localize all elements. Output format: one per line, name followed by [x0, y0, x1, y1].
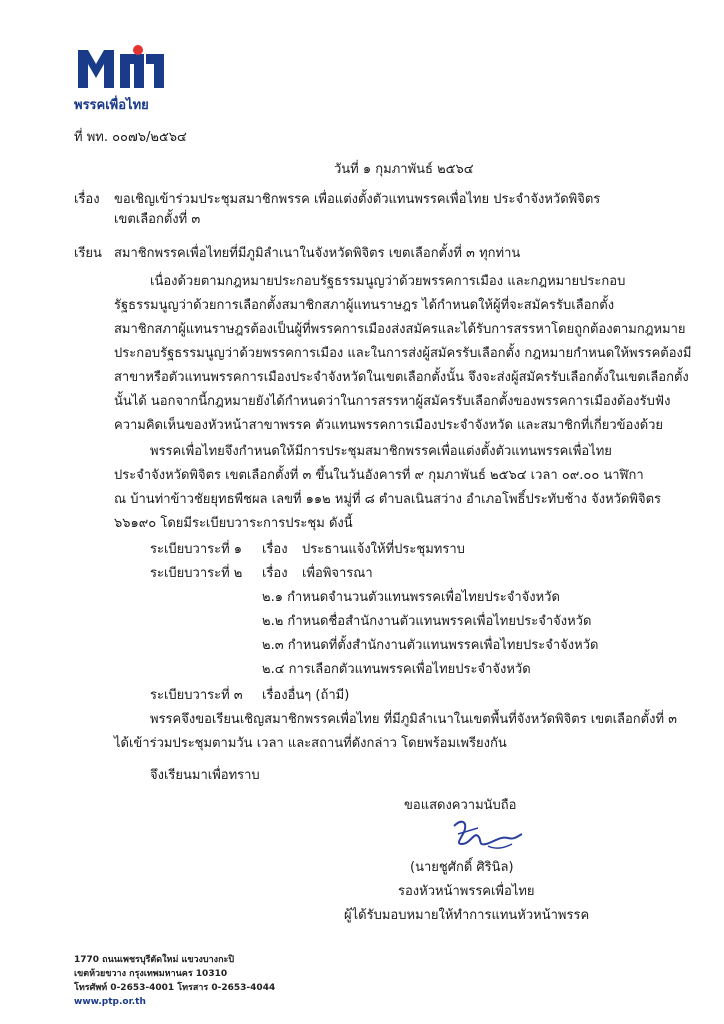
footer-address: 1770 ถนนเพชรบุรีตัดใหม่ แขวงบางกะปิ: [74, 955, 235, 965]
party-name-logo-text: พรรคเพื่อไทย: [74, 98, 149, 113]
signer-name: (นายชูศักดิ์ ศิรินิล): [410, 860, 514, 875]
para2-line: พรรคเพื่อไทยจึงกำหนดให้มีการประชุมสมาชิกพรรคเพื่อแต่งตั้งตัวแทนพรรคเพื่อไทย: [150, 444, 612, 459]
footer-phone: โทรศัพท์ 0-2653-4001 โทรสาร 0-2653-4044: [74, 983, 276, 993]
agenda-sub-item: ๒.๑ กำหนดจำนวนตัวแทนพรรคเพื่อไทยประจำจังหวัด: [262, 590, 560, 605]
para1-line: ความคิดเห็นของหัวหน้าสาขาพรรค ตัวแทนพรรคการเมืองประจำจังหวัด และสมาชิกที่เกี่ยวข้องด้วย: [114, 418, 664, 433]
subject-label: เรื่อง: [74, 192, 100, 207]
agenda-sub-item: ๒.๓ กำหนดที่ตั้งสำนักงานตัวแทนพรรคเพื่อไทยประจำจังหวัด: [262, 638, 599, 653]
agenda-label: เรื่อง: [262, 566, 288, 581]
para1-line: ประกอบรัฐธรรมนูญว่าด้วยพรรคการเมือง และในการส่งผู้สมัครรับเลือกตั้ง กฎหมายกำหนดให้พรรคต้องมี: [114, 346, 692, 361]
agenda-title: เรื่องอื่นๆ (ถ้ามี): [262, 688, 350, 703]
signer-title: ผู้ได้รับมอบหมายให้ทำการแทนหัวหน้าพรรค: [344, 908, 590, 923]
para3-line: พรรคจึงขอเรียนเชิญสมาชิกพรรคเพื่อไทย ที่มีภูมิลำเนาในเขตพื้นที่จังหวัดพิจิตร เขตเลือกตั้งที่ ๓: [150, 712, 678, 727]
closing-line: จึงเรียนมาเพื่อทราบ: [150, 768, 260, 783]
agenda-number: ระเบียบวาระที่ ๓: [150, 688, 243, 703]
subject-line-2: เขตเลือกตั้งที่ ๓: [114, 212, 201, 227]
document-number: ที่ พท. ๐๐๗๖/๒๕๖๔: [74, 130, 187, 145]
para1-line: นั้นได้ นอกจากนี้กฎหมายยังได้กำหนดว่าในการสรรหาผู้สมัครรับเลือกตั้งของพรรคการเมืองต้องรับฟัง: [114, 394, 671, 409]
para3-line: ได้เข้าร่วมประชุมตามวัน เวลา และสถานที่ดังกล่าว โดยพร้อมเพรียงกัน: [114, 736, 507, 751]
para2-line: ๖๖๑๙๐ โดยมีระเบียบวาระการประชุม ดังนี้: [114, 516, 353, 531]
subject-line-1: ขอเชิญเข้าร่วมประชุมสมาชิกพรรค เพื่อแต่งตั้งตัวแทนพรรคเพื่อไทย ประจำจังหวัดพิจิตร: [114, 192, 601, 207]
para1-line: รัฐธรรมนูญว่าด้วยการเลือกตั้งสมาชิกสภาผู้แทนราษฎร ได้กำหนดให้ผู้ที่จะสมัครรับเลือกตั้ง: [114, 298, 615, 313]
para2-line: ณ บ้านท่าข้าวชัยยุทธพืชผล เลขที่ ๑๑๒ หมู่ที่ ๘ ตำบลเนินสว่าง อำเภอโพธิ์ประทับช้าง จังหวัดพิจิตร: [114, 492, 661, 507]
agenda-label: เรื่อง: [262, 542, 288, 557]
recipient-text: สมาชิกพรรคเพื่อไทยที่มีภูมิลำเนาในจังหวัดพิจิตร เขตเลือกตั้งที่ ๓ ทุกท่าน: [114, 246, 521, 261]
party-logo-icon: [74, 44, 170, 92]
para1-line: เนื่องด้วยตามกฎหมายประกอบรัฐธรรมนูญว่าด้วยพรรคการเมือง และกฎหมายประกอบ: [150, 274, 626, 289]
agenda-title: ประธานแจ้งให้ที่ประชุมทราบ: [302, 542, 465, 557]
para1-line: สมาชิกสภาผู้แทนราษฎรต้องเป็นผู้ที่พรรคการเมืองส่งสมัครและได้รับการสรรหาโดยถูกต้องตามกฎหมาย: [114, 322, 686, 337]
signer-title: รองหัวหน้าพรรคเพื่อไทย: [398, 884, 535, 899]
agenda-number: ระเบียบวาระที่ ๒: [150, 566, 243, 581]
para1-line: สาขาหรือตัวแทนพรรคการเมืองประจำจังหวัดในเขตเลือกตั้งนั้น จึงจะส่งผู้สมัครรับเลือกตั้งในเขตเลือกตั้ง: [114, 370, 689, 385]
regards: ขอแสดงความนับถือ: [404, 798, 517, 813]
document-date: วันที่ ๑ กุมภาพันธ์ ๒๕๖๔: [334, 162, 474, 177]
para2-line: ประจำจังหวัดพิจิตร เขตเลือกตั้งที่ ๓ ขึ้นในวันอังคารที่ ๙ กุมภาพันธ์ ๒๕๖๔ เวลา ๐๙.๐๐ นาฬิกา: [114, 468, 644, 483]
agenda-number: ระเบียบวาระที่ ๑: [150, 542, 243, 557]
signature-icon: [448, 814, 528, 854]
agenda-sub-item: ๒.๒ กำหนดชื่อสำนักงานตัวแทนพรรคเพื่อไทยประจำจังหวัด: [262, 614, 592, 629]
recipient-label: เรียน: [74, 246, 102, 261]
footer-website-link[interactable]: www.ptp.or.th: [74, 997, 146, 1007]
footer-address: เขตห้วยขวาง กรุงเทพมหานคร 10310: [74, 969, 228, 979]
agenda-title: เพื่อพิจารณา: [302, 566, 373, 581]
agenda-sub-item: ๒.๔ การเลือกตัวแทนพรรคเพื่อไทยประจำจังหวัด: [262, 662, 531, 677]
